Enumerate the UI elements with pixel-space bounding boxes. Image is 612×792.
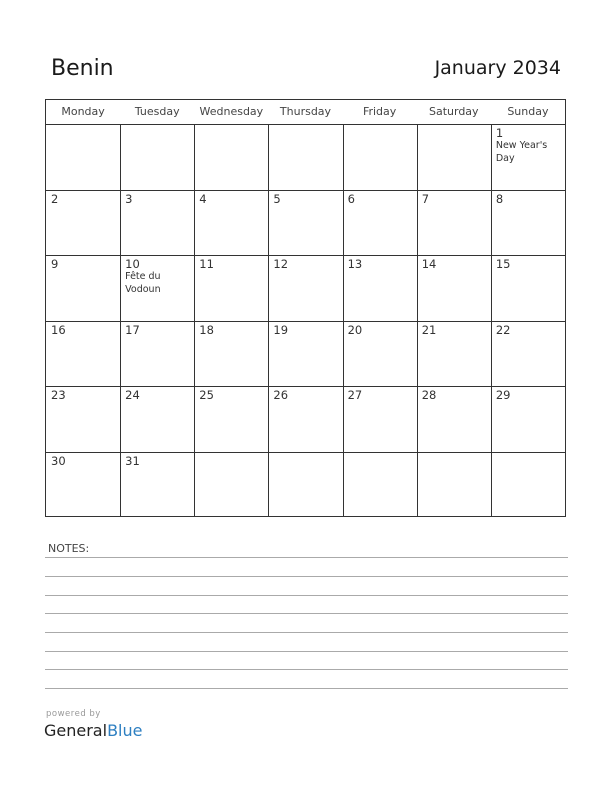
weekday-header-row (46, 100, 565, 125)
day-number: 18 (199, 322, 214, 337)
notes-line (45, 669, 568, 670)
day-cell[interactable] (120, 386, 194, 452)
day-cell[interactable] (120, 124, 194, 190)
day-cell[interactable] (268, 190, 342, 256)
day-number: 10 (125, 257, 140, 271)
day-cell[interactable] (46, 321, 120, 387)
day-cell[interactable] (417, 452, 491, 518)
day-cell[interactable] (194, 255, 268, 321)
day-number: 28 (421, 388, 437, 402)
day-cell[interactable] (491, 190, 565, 256)
day-cell[interactable] (194, 321, 268, 387)
day-cell[interactable] (417, 386, 491, 452)
notes-line (45, 613, 568, 614)
day-number: 29 (495, 388, 511, 402)
day-cell[interactable] (194, 124, 268, 190)
day-cell[interactable] (194, 386, 268, 452)
day-number: 15 (495, 257, 511, 271)
day-number: 4 (199, 191, 207, 206)
day-number: 22 (495, 322, 511, 337)
holiday-label: New Year's Day (495, 140, 548, 164)
day-cell[interactable] (417, 190, 491, 256)
day-number: 17 (125, 322, 140, 337)
day-cell[interactable] (120, 190, 194, 256)
day-cell[interactable] (268, 452, 342, 518)
day-cell[interactable] (417, 255, 491, 321)
day-cell[interactable] (194, 190, 268, 256)
brand-blue-text: Blue (107, 721, 143, 740)
day-number: 31 (125, 453, 140, 468)
day-number: 13 (347, 257, 363, 271)
day-number: 27 (347, 388, 363, 402)
day-number: 8 (495, 191, 504, 206)
day-cell[interactable] (491, 124, 565, 190)
weekday-sunday: Sunday (507, 105, 549, 118)
day-number: 16 (51, 322, 66, 337)
day-cell[interactable] (491, 321, 565, 387)
day-number: 23 (51, 388, 66, 402)
calendar-grid (45, 99, 566, 517)
notes-line (45, 595, 568, 596)
country-title: Benin (51, 56, 114, 81)
day-number: 25 (199, 388, 214, 402)
weekday-tuesday: Tuesday (134, 105, 180, 118)
day-cell[interactable] (343, 386, 417, 452)
day-cell[interactable] (343, 255, 417, 321)
day-cell[interactable] (491, 452, 565, 518)
notes-line (45, 651, 568, 652)
notes-label: NOTES: (48, 542, 90, 555)
day-number: 9 (51, 257, 59, 271)
day-cell[interactable] (417, 321, 491, 387)
day-cell[interactable] (491, 255, 565, 321)
notes-line (45, 557, 568, 558)
day-cell[interactable] (46, 452, 120, 518)
notes-line (45, 632, 568, 633)
weekday-friday: Friday (362, 105, 397, 118)
day-number: 7 (421, 191, 430, 206)
day-cell[interactable] (46, 124, 120, 190)
day-cell[interactable] (268, 321, 342, 387)
day-cell[interactable] (268, 386, 342, 452)
day-number: 14 (421, 257, 437, 271)
day-cell[interactable] (46, 386, 120, 452)
day-cell[interactable] (417, 124, 491, 190)
day-cell[interactable] (120, 452, 194, 518)
weekday-thursday: Thursday (279, 105, 332, 118)
day-number: 1 (495, 126, 504, 140)
day-number: 21 (421, 322, 437, 337)
day-number: 26 (273, 388, 289, 402)
day-cell[interactable] (343, 321, 417, 387)
day-number: 12 (273, 257, 289, 271)
notes-line (45, 688, 568, 689)
day-cell[interactable] (268, 255, 342, 321)
day-cell[interactable] (343, 452, 417, 518)
generalblue-logo[interactable] (44, 721, 142, 740)
day-number: 11 (199, 257, 214, 271)
day-number: 24 (125, 388, 140, 402)
weekday-monday: Monday (61, 105, 105, 118)
day-number: 20 (347, 322, 363, 337)
notes-line (45, 576, 568, 577)
powered-by-text: powered by (46, 709, 101, 719)
day-cell[interactable] (491, 386, 565, 452)
day-cell[interactable] (120, 321, 194, 387)
month-year-title: January 2034 (434, 57, 561, 79)
holiday-label: Fête du Vodoun (125, 271, 161, 295)
day-cell[interactable] (46, 190, 120, 256)
day-number: 5 (273, 191, 281, 206)
day-number: 19 (273, 322, 289, 337)
day-number: 3 (125, 191, 133, 206)
day-cell[interactable] (194, 452, 268, 518)
weekday-wednesday: Wednesday (199, 105, 264, 118)
day-cell[interactable] (343, 190, 417, 256)
day-cell[interactable] (268, 124, 342, 190)
day-cell[interactable] (343, 124, 417, 190)
day-number: 30 (51, 453, 66, 468)
brand-general-text: General (44, 721, 108, 740)
day-cell[interactable] (46, 255, 120, 321)
day-number: 2 (51, 191, 59, 206)
day-cell[interactable] (120, 255, 194, 321)
day-number: 6 (347, 191, 355, 206)
weekday-saturday: Saturday (428, 105, 479, 118)
